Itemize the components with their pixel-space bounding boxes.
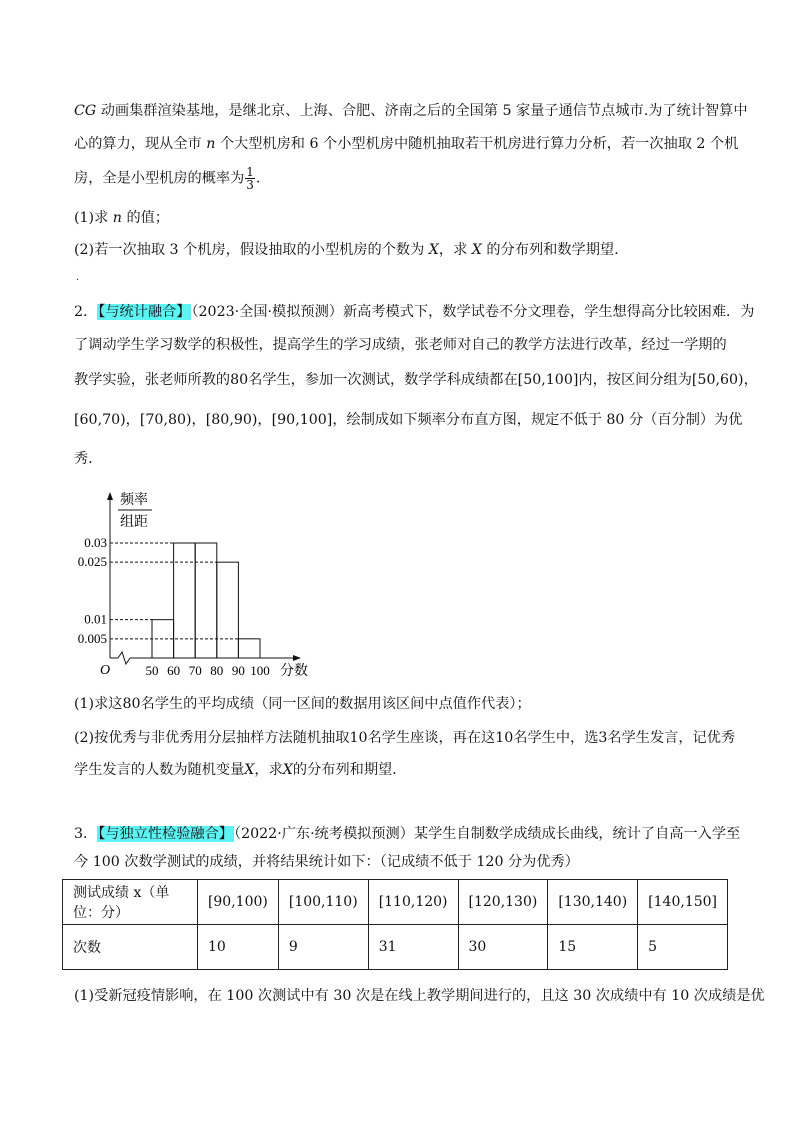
table-cell: [90,100) <box>197 880 278 925</box>
q2-c: 的分布列和数学期望. <box>481 242 619 258</box>
q2-a: (2)若一次抽取 3 个机房，假设抽取的小型机房的个数为 <box>74 242 429 258</box>
histogram-bar <box>238 639 260 658</box>
score-table <box>62 879 728 970</box>
y-tick-label: 0.01 <box>84 611 107 627</box>
q1-a: (1)求 <box>74 210 113 226</box>
problem1-line3 <box>74 166 260 191</box>
histogram-labels <box>78 492 308 679</box>
q2b-b: ，求 <box>254 762 283 778</box>
var-X: X <box>428 242 439 258</box>
histogram-bar <box>217 562 239 658</box>
q2b-a: 学生发言的人数为随机变量 <box>74 762 245 778</box>
table-cell: 9 <box>278 925 368 970</box>
q2-b: ，求 <box>438 242 472 258</box>
problem1-line2 <box>74 134 738 154</box>
y-axis-label-top: 频率 <box>120 492 148 508</box>
x-tick-label: 60 <box>167 663 181 678</box>
table-cell: [100,110) <box>278 880 368 925</box>
table-row <box>63 880 728 925</box>
problem1-line3-b: . <box>255 170 261 187</box>
table-cell: 15 <box>548 925 638 970</box>
frequency-histogram <box>70 480 320 685</box>
table-row <box>63 925 728 970</box>
table-row-label: 次数 <box>63 925 198 970</box>
q2b-c: 的分布列和期望． <box>292 762 407 778</box>
histogram-bar <box>174 543 196 658</box>
y-axis-arrow <box>107 492 113 500</box>
problem3-tag: 【与独立性检验融合】 <box>98 826 233 842</box>
problem1-q2 <box>74 240 619 260</box>
table-cell: [140,150] <box>638 880 728 925</box>
table-cell: [110,120) <box>368 880 458 925</box>
table-cell: 31 <box>368 925 458 970</box>
problem2-q2a: (2)按优秀与非优秀用分层抽样方法随机抽取10名学生座谈，再在这10名学生中，选3名学生发言，记优秀 <box>74 730 736 746</box>
problem1-line2-a: 心的算力，现从全市 <box>74 136 207 152</box>
table-row-label: 测试成绩 x（单位：分） <box>63 880 198 925</box>
problem2-line1 <box>74 302 754 322</box>
table-cell: [130,140) <box>548 880 638 925</box>
stray-dot: . <box>76 272 80 283</box>
problem3-q1: (1)受新冠疫情影响，在 100 次测试中有 30 次是在线上教学期间进行的，且这 30 次成绩中有 10 次成绩是优 <box>74 988 765 1004</box>
problem2-q2b <box>74 760 406 780</box>
table-cell: 5 <box>638 925 728 970</box>
problem3-l1: （2022·广东·统考模拟预测）某学生自制数学成绩成长曲线，统计了自高一入学至 <box>234 826 741 842</box>
var-n: n <box>206 136 216 152</box>
y-tick-label: 0.025 <box>77 554 107 570</box>
var-X: X <box>282 762 293 778</box>
fraction-denominator: 3 <box>246 178 254 192</box>
problem3-line1 <box>74 824 740 844</box>
x-axis-arrow <box>293 655 301 661</box>
problem2-q1: (1)求这80名学生的平均成绩（同一区间的数据用该区间中点值作代表）； <box>74 696 531 712</box>
problem2-number: 2． <box>74 304 98 320</box>
fraction-one-third <box>245 166 255 191</box>
problem2-l1: （2023·全国·模拟预测）新高考模式下，数学试卷不分文理卷，学生想得高分比较困难．为 <box>191 304 755 320</box>
y-axis-label-bottom: 组距 <box>120 514 148 530</box>
problem2-line5: 秀． <box>74 451 103 467</box>
var-n: n <box>112 210 122 226</box>
problem2-line2: 了调动学生学习数学的积极性，提高学生的学习成绩，张老师对自己的教学方法进行改革，经过一学期的 <box>74 337 727 353</box>
y-tick-label: 0.005 <box>77 630 107 646</box>
problem1-line2-b: 个大型机房和 6 个小型机房中随机抽取若干机房进行算力分析，若一次抽取 2 个机 <box>215 136 739 152</box>
cg-italic: CG <box>74 103 97 119</box>
problem1-line1 <box>74 101 748 121</box>
problem1-line3-a: 房，全是小型机房的概率为 <box>74 170 245 187</box>
problem2-line4: [60,70)，[70,80)，[80,90)，[90,100]，绘制成如下频率分布直方图，规定不低于 80 分（百分制）为优 <box>74 412 743 428</box>
problem3-line2: 今 100 次数学测试的成绩，并将结果统计如下：（记成绩不低于 120 分为优秀） <box>74 854 579 870</box>
x-tick-label: 100 <box>250 663 270 678</box>
x-axis-break <box>118 652 130 664</box>
problem3-number: 3． <box>74 826 98 842</box>
x-axis-label: 分数 <box>280 663 308 679</box>
origin-label: O <box>100 663 111 678</box>
histogram-bar <box>195 543 217 658</box>
problem1-line1-text: 动画集群渲染基地，是继北京、上海、合肥、济南之后的全国第 5 家量子通信节点城市.为了统计智算中 <box>96 103 748 119</box>
fraction-numerator: 1 <box>246 165 254 179</box>
x-tick-label: 80 <box>210 663 224 678</box>
problem2-tag: 【与统计融合】 <box>98 304 191 320</box>
y-tick-label: 0.03 <box>84 535 107 551</box>
problem2-line3: 教学实验，张老师所教的80名学生，参加一次测试，数学学科成绩都在[50,100]内，按区间分组为[50,60)， <box>74 372 758 388</box>
table-cell: 10 <box>197 925 278 970</box>
x-tick-label: 70 <box>188 663 202 678</box>
table-cell: [120,130) <box>458 880 548 925</box>
x-tick-label: 50 <box>145 663 159 678</box>
x-tick-label: 90 <box>231 663 245 678</box>
problem1-q1 <box>74 208 169 228</box>
var-X: X <box>244 762 255 778</box>
var-X: X <box>471 242 482 258</box>
table-cell: 30 <box>458 925 548 970</box>
q1-b: 的值； <box>121 210 170 226</box>
histogram-bars <box>152 543 260 658</box>
